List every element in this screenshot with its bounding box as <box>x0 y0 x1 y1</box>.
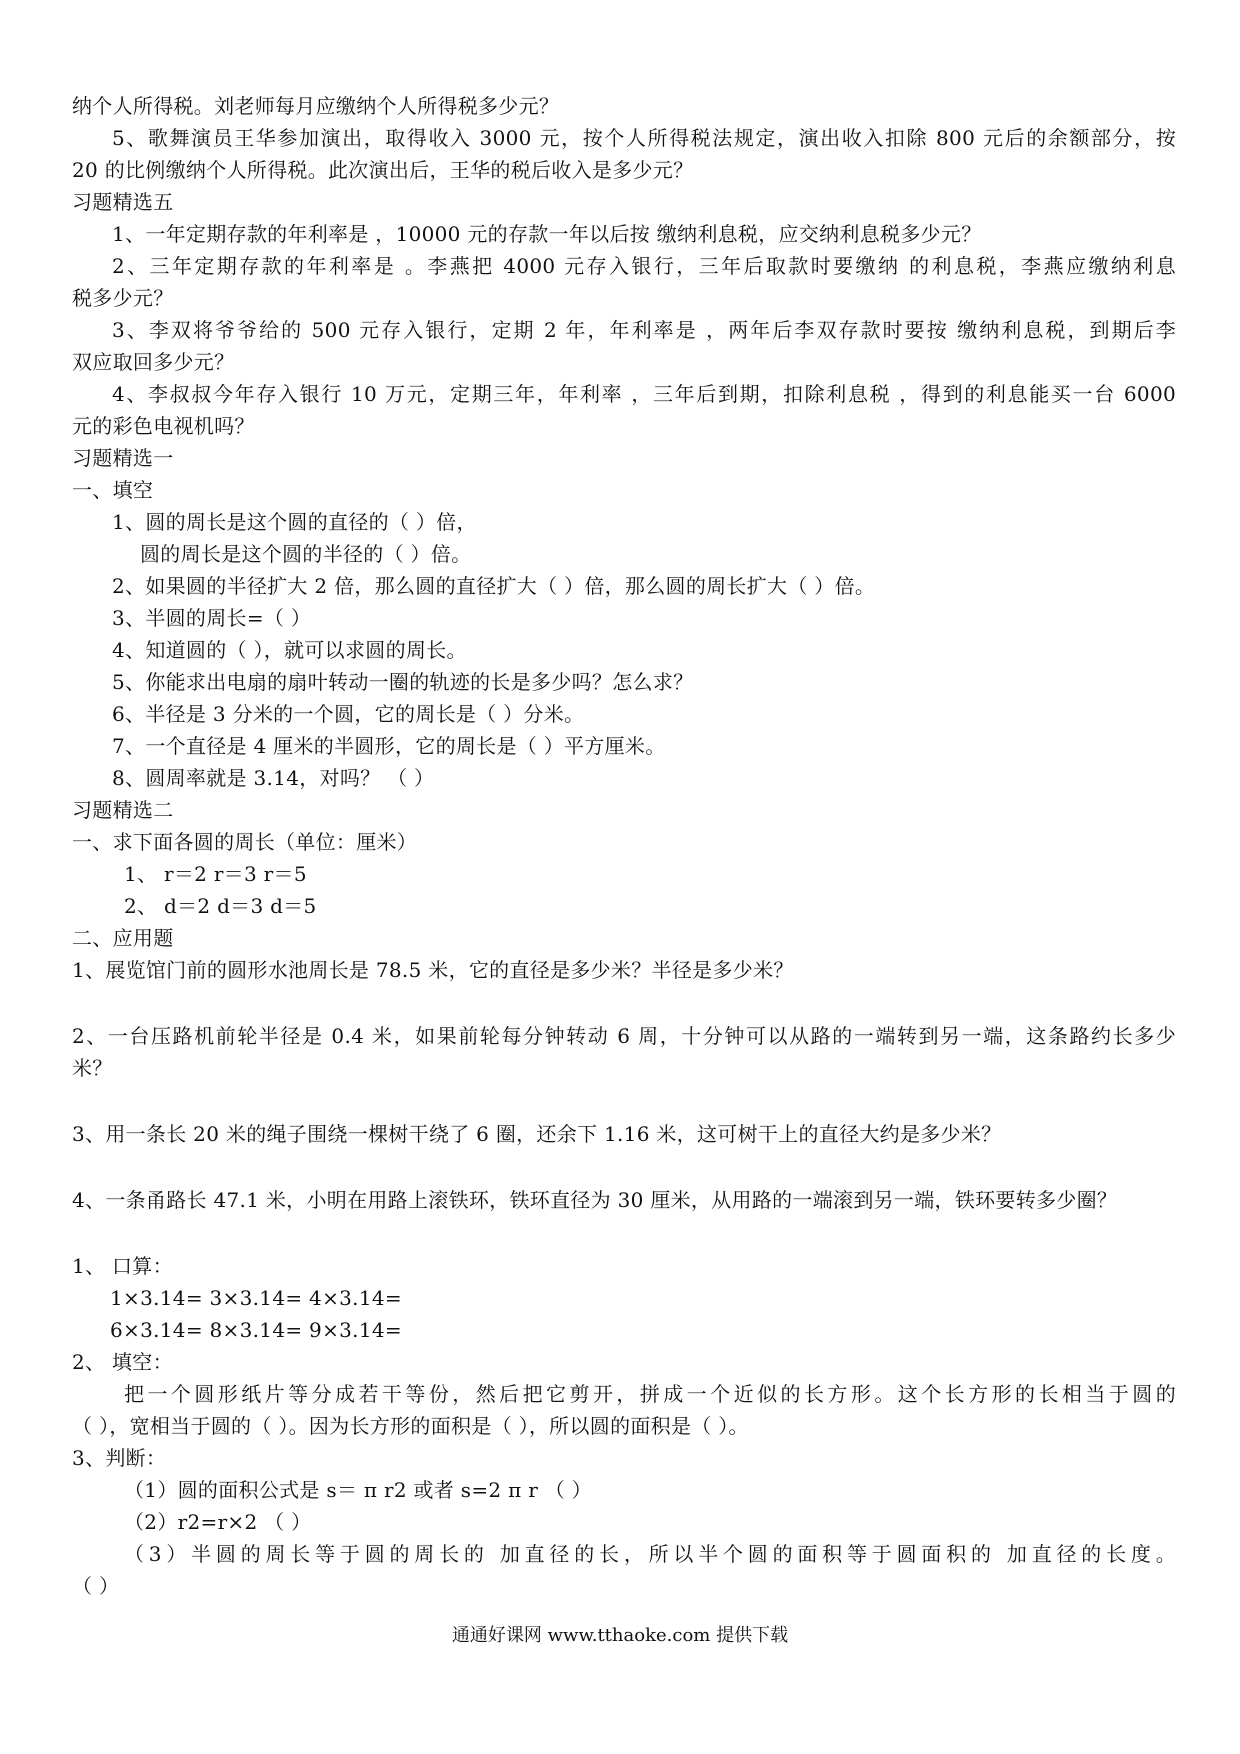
problem-5-line-2: 20 的比例缴纳个人所得税。此次演出后，王华的税后收入是多少元？ <box>72 158 694 182</box>
application-q3: 3、用一条长 20 米的绳子围绕一棵树干绕了 6 圈，还余下 1.16 米，这可树干上的直径大约是多少米？ <box>72 1122 1002 1146</box>
application-q2-line-2: 米？ <box>72 1056 113 1080</box>
fill-q1-line-2: 圆的周长是这个圆的半径的（ ）倍。 <box>140 542 472 566</box>
section-heading-5: 习题精选五 <box>72 190 174 214</box>
problem-5-line-1: 5、歌舞演员王华参加演出，取得收入 3000 元，按个人所得税法规定，演出收入扣除 800 元后的余额部分，按 <box>112 126 1176 150</box>
judge-q2: （2）r2=r×2 （ ） <box>124 1510 312 1534</box>
mental-math-row-2: 6×3.14= 8×3.14= 9×3.14= <box>110 1318 402 1342</box>
mental-math-row-1: 1×3.14= 3×3.14= 4×3.14= <box>110 1286 402 1310</box>
exercise-5-q4-line-2: 元的彩色电视机吗？ <box>72 414 255 438</box>
exercise-5-q3-line-2: 双应取回多少元？ <box>72 350 235 374</box>
application-q2-line-1: 2、一台压路机前轮半径是 0.4 米，如果前轮每分钟转动 6 周，十分钟可以从路的一端转到另一端，这条路约长多少 <box>72 1024 1176 1048</box>
page-footer: 通通好课网 www.tthaoke.com 提供下载 <box>451 1625 789 1646</box>
exercise-5-q4-line-1: 4、李叔叔今年存入银行 10 万元，定期三年，年利率 ，三年后到期，扣除利息税 ，得到的利息能买一台 6000 <box>112 382 1176 406</box>
fill-paragraph-line-1: 把一个圆形纸片等分成若干等份，然后把它剪开，拼成一个近似的长方形。这个长方形的长相当于圆的 <box>124 1382 1176 1406</box>
exercise-5-q1: 1、一年定期存款的年利率是 ，10000 元的存款一年以后按 缴纳利息税，应交纳利息税多少元？ <box>112 222 982 246</box>
text-line-1: 纳个人所得税。刘老师每月应缴纳个人所得税多少元？ <box>72 94 560 118</box>
subsection-fill-blank: 一、填空 <box>72 478 154 502</box>
fill-q4: 4、知道圆的（ ），就可以求圆的周长。 <box>112 638 467 662</box>
judge-q3-line-1: （3）半圆的周长等于圆的周长的 加直径的长，所以半个圆的面积等于圆面积的 加直径的长度。 <box>124 1542 1176 1566</box>
application-q4: 4、一条甬路长 47.1 米，小明在用路上滚铁环，铁环直径为 30 厘米，从用路的一端滚到另一端，铁环要转多少圈？ <box>72 1188 1118 1212</box>
fill-q6: 6、半径是 3 分米的一个圆，它的周长是（ ）分米。 <box>112 702 585 726</box>
circumference-row-1: 1、 r＝2 r＝3 r＝5 <box>124 862 307 886</box>
fill-paragraph-line-2: （ ），宽相当于圆的（ ）。因为长方形的面积是（ ），所以圆的面积是（ ）。 <box>72 1414 749 1438</box>
judge-heading: 3、判断： <box>72 1446 167 1470</box>
judge-q1: （1）圆的面积公式是 s＝ π r2 或者 s=2 π r （ ） <box>124 1478 592 1502</box>
exercise-5-q2-line-2: 税多少元？ <box>72 286 174 310</box>
judge-q3-line-2: （ ） <box>72 1574 120 1598</box>
subsection-circumference: 一、求下面各圆的周长（单位：厘米） <box>72 830 418 854</box>
circumference-row-2: 2、 d＝2 d＝3 d＝5 <box>124 894 317 918</box>
exercise-5-q2-line-1: 2、三年定期存款的年利率是 。李燕把 4000 元存入银行，三年后取款时要缴纳 的利息税，李燕应缴纳利息 <box>112 254 1176 278</box>
subsection-applications: 二、应用题 <box>72 926 174 950</box>
section-heading-2: 习题精选二 <box>72 798 174 822</box>
exercise-5-q3-line-1: 3、李双将爷爷给的 500 元存入银行，定期 2 年，年利率是 ，两年后李双存款时要按 缴纳利息税，到期后李 <box>112 318 1176 342</box>
fill-q7: 7、一个直径是 4 厘米的半圆形，它的周长是（ ）平方厘米。 <box>112 734 666 758</box>
fill-q3: 3、半圆的周长=（ ） <box>112 606 312 630</box>
mental-math-heading: 1、 口算： <box>72 1254 173 1278</box>
section-heading-1: 习题精选一 <box>72 446 174 470</box>
application-q1: 1、展览馆门前的圆形水池周长是 78.5 米，它的直径是多少米？半径是多少米？ <box>72 958 794 982</box>
fill-heading-2: 2、 填空： <box>72 1350 173 1374</box>
fill-q8: 8、圆周率就是 3.14，对吗？ （ ） <box>112 766 435 790</box>
fill-q5: 5、你能求出电扇的扇叶转动一圈的轨迹的长是多少吗？怎么求？ <box>112 670 694 694</box>
fill-q1-line-1: 1、圆的周长是这个圆的直径的（ ）倍， <box>112 510 477 534</box>
fill-q2: 2、如果圆的半径扩大 2 倍，那么圆的直径扩大（ ）倍，那么圆的周长扩大（ ）倍。 <box>112 574 876 598</box>
